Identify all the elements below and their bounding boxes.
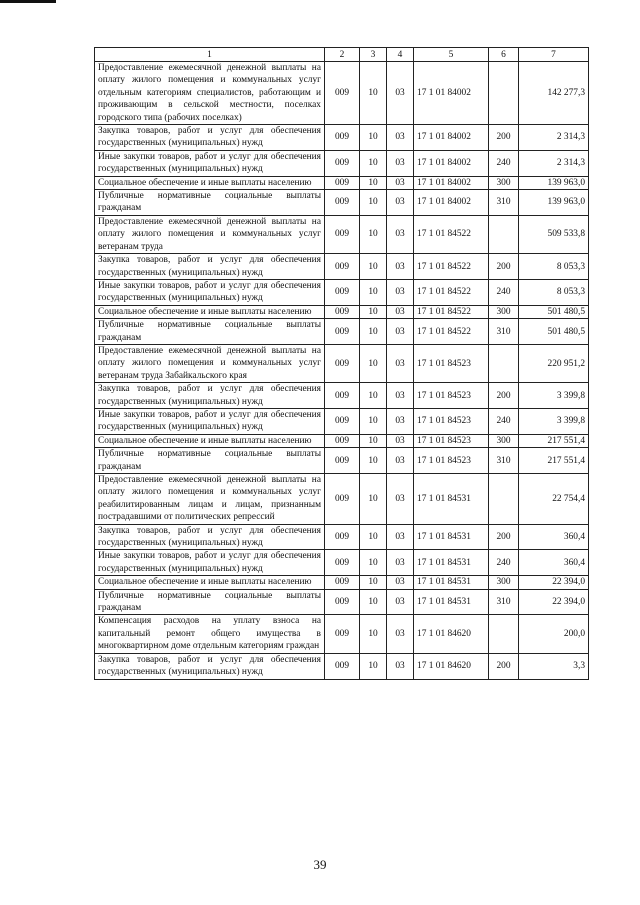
expense-name-cell: Закупка товаров, работ и услуг для обеспечения государственных (муниципальных) нужд [95,653,325,679]
target-article-cell: 17 1 01 84522 [414,319,489,345]
section-code-cell: 10 [360,576,387,589]
expense-type-cell: 240 [489,408,519,434]
section-code-cell: 10 [360,383,387,409]
subsection-code-cell: 03 [387,190,414,216]
expense-name-cell: Публичные нормативные социальные выплаты гражданам [95,319,325,345]
target-article-cell: 17 1 01 84531 [414,474,489,525]
target-article-cell: 17 1 01 84531 [414,524,489,550]
expense-type-cell: 200 [489,383,519,409]
expense-name-cell: Закупка товаров, работ и услуг для обеспечения государственных (муниципальных) нужд [95,125,325,151]
table-row [95,344,589,382]
target-article-cell: 17 1 01 84523 [414,408,489,434]
ministry-code-cell: 009 [325,589,360,615]
subsection-code-cell: 03 [387,215,414,253]
ministry-code-cell: 009 [325,524,360,550]
amount-cell: 139 963,0 [519,190,589,216]
expense-type-cell: 240 [489,550,519,576]
target-article-cell: 17 1 01 84522 [414,305,489,318]
expense-name-cell: Предоставление ежемесячной денежной выплаты на оплату жилого помещения и коммунальных услуг отдельным категориям специалистов, работающим и проживающим в сельской местности, поселках городского типа (рабочих поселках) [95,62,325,125]
amount-cell: 509 533,8 [519,215,589,253]
table-row [95,474,589,525]
section-code-cell: 10 [360,254,387,280]
expense-type-cell [489,344,519,382]
amount-cell: 2 314,3 [519,125,589,151]
expense-type-cell: 310 [489,589,519,615]
section-code-cell: 10 [360,344,387,382]
subsection-code-cell: 03 [387,408,414,434]
expense-type-cell: 240 [489,279,519,305]
expense-type-cell [489,215,519,253]
subsection-code-cell: 03 [387,448,414,474]
subsection-code-cell: 03 [387,319,414,345]
header-cell-5: 5 [414,48,489,62]
header-cell-4: 4 [387,48,414,62]
expense-type-cell: 300 [489,305,519,318]
amount-cell: 217 551,4 [519,434,589,447]
amount-cell: 501 480,5 [519,305,589,318]
section-code-cell: 10 [360,62,387,125]
ministry-code-cell: 009 [325,653,360,679]
table-row [95,448,589,474]
subsection-code-cell: 03 [387,434,414,447]
subsection-code-cell: 03 [387,279,414,305]
target-article-cell: 17 1 01 84002 [414,62,489,125]
expense-name-cell: Социальное обеспечение и иные выплаты населению [95,305,325,318]
expense-type-cell: 300 [489,576,519,589]
expense-type-cell: 310 [489,319,519,345]
header-cell-7: 7 [519,48,589,62]
expense-type-cell: 300 [489,176,519,189]
section-code-cell: 10 [360,319,387,345]
ministry-code-cell: 009 [325,62,360,125]
amount-cell: 217 551,4 [519,448,589,474]
ministry-code-cell: 009 [325,344,360,382]
ministry-code-cell: 009 [325,550,360,576]
target-article-cell: 17 1 01 84531 [414,550,489,576]
expense-type-cell: 200 [489,524,519,550]
table-row [95,150,589,176]
ministry-code-cell: 009 [325,190,360,216]
expense-type-cell: 200 [489,125,519,151]
target-article-cell: 17 1 01 84522 [414,215,489,253]
table-row [95,254,589,280]
header-cell-1: 1 [95,48,325,62]
section-code-cell: 10 [360,215,387,253]
table-row [95,383,589,409]
ministry-code-cell: 009 [325,474,360,525]
corner-scan-mark [0,0,56,3]
amount-cell: 22 754,4 [519,474,589,525]
expense-type-cell: 310 [489,448,519,474]
ministry-code-cell: 009 [325,319,360,345]
subsection-code-cell: 03 [387,576,414,589]
table-row [95,653,589,679]
expense-name-cell: Предоставление ежемесячной денежной выплаты на оплату жилого помещения и коммунальных услуг ветеранам труда Забайкальского края [95,344,325,382]
section-code-cell: 10 [360,408,387,434]
subsection-code-cell: 03 [387,62,414,125]
table-row [95,190,589,216]
table-row [95,408,589,434]
ministry-code-cell: 009 [325,615,360,653]
subsection-code-cell: 03 [387,615,414,653]
target-article-cell: 17 1 01 84522 [414,279,489,305]
table-row [95,305,589,318]
ministry-code-cell: 009 [325,305,360,318]
subsection-code-cell: 03 [387,150,414,176]
target-article-cell: 17 1 01 84531 [414,589,489,615]
section-code-cell: 10 [360,615,387,653]
amount-cell: 501 480,5 [519,319,589,345]
table-row [95,550,589,576]
expense-name-cell: Предоставление ежемесячной денежной выплаты на оплату жилого помещения и коммунальных услуг реабилитированным лицам и лицам, признанным пострадавшими от политических репрессий [95,474,325,525]
budget-table [94,47,589,680]
amount-cell: 360,4 [519,524,589,550]
expense-name-cell: Иные закупки товаров, работ и услуг для обеспечения государственных (муниципальных) нужд [95,150,325,176]
table-row [95,434,589,447]
target-article-cell: 17 1 01 84002 [414,190,489,216]
section-code-cell: 10 [360,150,387,176]
subsection-code-cell: 03 [387,125,414,151]
header-cell-2: 2 [325,48,360,62]
subsection-code-cell: 03 [387,383,414,409]
expense-type-cell: 200 [489,254,519,280]
target-article-cell: 17 1 01 84523 [414,344,489,382]
header-cell-6: 6 [489,48,519,62]
expense-type-cell: 200 [489,653,519,679]
target-article-cell: 17 1 01 84523 [414,434,489,447]
section-code-cell: 10 [360,125,387,151]
subsection-code-cell: 03 [387,589,414,615]
expense-name-cell: Компенсация расходов на уплату взноса на капитальный ремонт общего имущества в многоквартирном доме отдельным категориям граждан [95,615,325,653]
section-code-cell: 10 [360,589,387,615]
ministry-code-cell: 009 [325,150,360,176]
ministry-code-cell: 009 [325,448,360,474]
ministry-code-cell: 009 [325,215,360,253]
header-row [95,48,589,62]
subsection-code-cell: 03 [387,254,414,280]
ministry-code-cell: 009 [325,279,360,305]
expense-name-cell: Социальное обеспечение и иные выплаты населению [95,434,325,447]
section-code-cell: 10 [360,474,387,525]
amount-cell: 142 277,3 [519,62,589,125]
target-article-cell: 17 1 01 84620 [414,653,489,679]
amount-cell: 8 053,3 [519,279,589,305]
ministry-code-cell: 009 [325,434,360,447]
expense-name-cell: Иные закупки товаров, работ и услуг для обеспечения государственных (муниципальных) нужд [95,279,325,305]
subsection-code-cell: 03 [387,305,414,318]
target-article-cell: 17 1 01 84523 [414,383,489,409]
amount-cell: 22 394,0 [519,576,589,589]
table-row [95,279,589,305]
subsection-code-cell: 03 [387,653,414,679]
table-row [95,615,589,653]
expense-name-cell: Предоставление ежемесячной денежной выплаты на оплату жилого помещения и коммунальных услуг ветеранам труда [95,215,325,253]
expense-type-cell: 300 [489,434,519,447]
ministry-code-cell: 009 [325,576,360,589]
ministry-code-cell: 009 [325,383,360,409]
subsection-code-cell: 03 [387,474,414,525]
subsection-code-cell: 03 [387,344,414,382]
expense-type-cell [489,62,519,125]
section-code-cell: 10 [360,176,387,189]
amount-cell: 22 394,0 [519,589,589,615]
amount-cell: 3 399,8 [519,383,589,409]
expense-name-cell: Иные закупки товаров, работ и услуг для обеспечения государственных (муниципальных) нужд [95,550,325,576]
section-code-cell: 10 [360,279,387,305]
ministry-code-cell: 009 [325,176,360,189]
table-row [95,576,589,589]
amount-cell: 2 314,3 [519,150,589,176]
section-code-cell: 10 [360,434,387,447]
page-number: 39 [313,857,327,872]
expense-type-cell: 240 [489,150,519,176]
ministry-code-cell: 009 [325,125,360,151]
table-row [95,62,589,125]
amount-cell: 360,4 [519,550,589,576]
section-code-cell: 10 [360,653,387,679]
target-article-cell: 17 1 01 84002 [414,176,489,189]
table-row [95,176,589,189]
expense-name-cell: Закупка товаров, работ и услуг для обеспечения государственных (муниципальных) нужд [95,383,325,409]
target-article-cell: 17 1 01 84002 [414,125,489,151]
subsection-code-cell: 03 [387,524,414,550]
expense-type-cell [489,474,519,525]
table-row [95,125,589,151]
header-cell-3: 3 [360,48,387,62]
subsection-code-cell: 03 [387,176,414,189]
expense-type-cell: 310 [489,190,519,216]
expense-name-cell: Социальное обеспечение и иные выплаты населению [95,176,325,189]
expense-name-cell: Публичные нормативные социальные выплаты гражданам [95,448,325,474]
expense-name-cell: Социальное обеспечение и иные выплаты населению [95,576,325,589]
section-code-cell: 10 [360,524,387,550]
expense-name-cell: Закупка товаров, работ и услуг для обеспечения государственных (муниципальных) нужд [95,524,325,550]
expense-name-cell: Иные закупки товаров, работ и услуг для обеспечения государственных (муниципальных) нужд [95,408,325,434]
target-article-cell: 17 1 01 84531 [414,576,489,589]
table-row [95,524,589,550]
target-article-cell: 17 1 01 84002 [414,150,489,176]
expense-type-cell [489,615,519,653]
amount-cell: 139 963,0 [519,176,589,189]
target-article-cell: 17 1 01 84522 [414,254,489,280]
table-row [95,215,589,253]
table-row [95,589,589,615]
amount-cell: 8 053,3 [519,254,589,280]
ministry-code-cell: 009 [325,408,360,434]
target-article-cell: 17 1 01 84523 [414,448,489,474]
amount-cell: 220 951,2 [519,344,589,382]
expense-name-cell: Публичные нормативные социальные выплаты гражданам [95,190,325,216]
section-code-cell: 10 [360,305,387,318]
section-code-cell: 10 [360,190,387,216]
expense-name-cell: Закупка товаров, работ и услуг для обеспечения государственных (муниципальных) нужд [95,254,325,280]
amount-cell: 3 399,8 [519,408,589,434]
expense-name-cell: Публичные нормативные социальные выплаты гражданам [95,589,325,615]
table-row [95,319,589,345]
ministry-code-cell: 009 [325,254,360,280]
target-article-cell: 17 1 01 84620 [414,615,489,653]
section-code-cell: 10 [360,448,387,474]
amount-cell: 3,3 [519,653,589,679]
subsection-code-cell: 03 [387,550,414,576]
amount-cell: 200,0 [519,615,589,653]
section-code-cell: 10 [360,550,387,576]
